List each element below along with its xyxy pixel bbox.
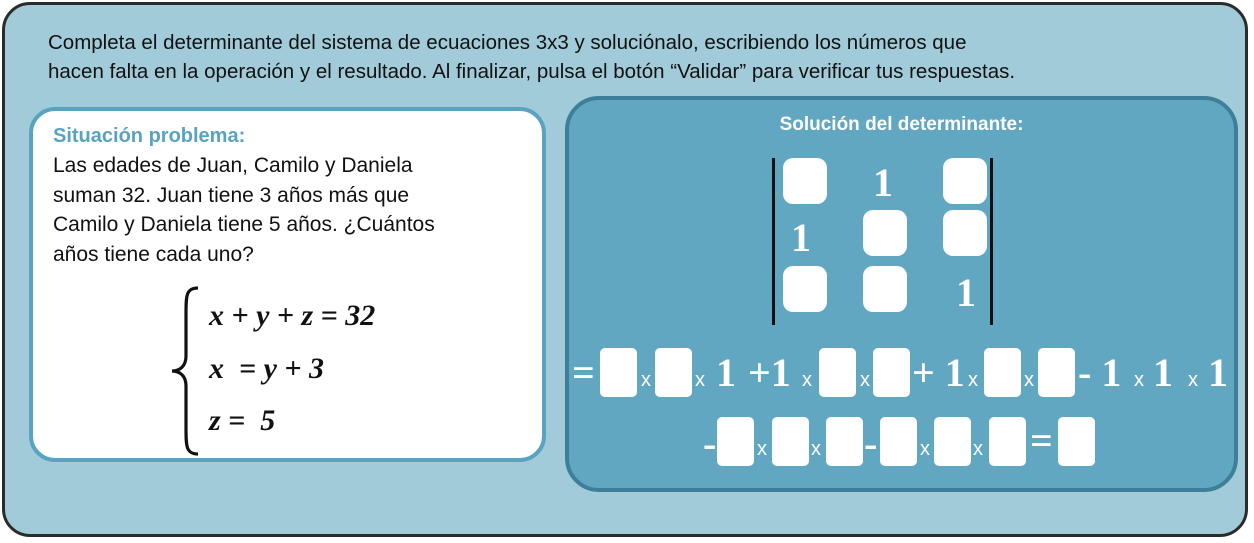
op1-constant: 1 — [1208, 350, 1228, 395]
result-input[interactable] — [1058, 417, 1095, 466]
op-equals: = — [572, 350, 595, 395]
determinant-right-bar — [990, 158, 993, 325]
op2-input-5[interactable] — [934, 417, 971, 466]
op1-input-5[interactable] — [984, 348, 1021, 397]
times-sign: x — [973, 438, 983, 460]
matrix-input-r2c2[interactable] — [863, 210, 907, 256]
matrix-input-r3c2[interactable] — [863, 266, 907, 312]
op1-constant: 1 — [1153, 350, 1173, 395]
matrix-value-r2c1: 1 — [791, 215, 811, 260]
times-sign: x — [641, 369, 651, 391]
op2-input-2[interactable] — [772, 417, 809, 466]
instructions-line-2: hacen falta en la operación y el resultado. Al finalizar, pulsa el botón “Validar” para verificar tus respuestas. — [48, 60, 1016, 83]
problem-card — [29, 107, 546, 462]
instructions — [48, 28, 1198, 86]
matrix-value-r3c3: 1 — [956, 270, 976, 315]
op2-minus: - — [864, 421, 878, 466]
matrix-input-r1c3[interactable] — [943, 158, 987, 204]
op2-input-4[interactable] — [880, 417, 917, 466]
times-sign: x — [802, 369, 812, 391]
times-sign: x — [920, 438, 930, 460]
op1-minus-one: - 1 — [1078, 350, 1122, 395]
problem-title: Situación problema: — [53, 125, 246, 147]
matrix-input-r3c1[interactable] — [783, 266, 827, 312]
op1-input-1[interactable] — [600, 348, 637, 397]
matrix-input-r1c1[interactable] — [783, 158, 827, 204]
times-sign: x — [757, 438, 767, 460]
times-sign: x — [695, 369, 705, 391]
equation-2: x = y + 3 — [209, 352, 325, 385]
times-sign: x — [860, 369, 870, 391]
times-sign: x — [1024, 369, 1034, 391]
op2-equals: = — [1030, 418, 1053, 463]
op1-input-6[interactable] — [1038, 348, 1075, 397]
op1-plus-one-b: + 1 — [912, 350, 965, 395]
system-brace-icon — [168, 286, 208, 456]
problem-line: suman 32. Juan tiene 3 años más que — [53, 183, 410, 207]
instructions-line-1: Completa el determinante del sistema de ecuaciones 3x3 y soluciónalo, escribiendo los números que — [48, 31, 967, 54]
op2-input-1[interactable] — [717, 417, 754, 466]
times-sign: x — [811, 438, 821, 460]
determinant-left-bar — [772, 158, 775, 325]
op1-constant: 1 — [716, 350, 736, 395]
op1-plus-one: +1 — [748, 350, 791, 395]
op2-minus: - — [703, 421, 717, 466]
solution-title: Solución del determinante: — [779, 114, 1024, 135]
op1-input-3[interactable] — [819, 348, 856, 397]
equation-3: z = 5 — [209, 404, 276, 437]
problem-line: Camilo y Daniela tiene 5 años. ¿Cuántos — [53, 213, 435, 236]
op1-input-2[interactable] — [655, 348, 692, 397]
op1-input-4[interactable] — [873, 348, 910, 397]
equation-1: x + y + z = 32 — [209, 299, 376, 332]
op2-input-3[interactable] — [826, 417, 863, 466]
op2-input-6[interactable] — [989, 417, 1026, 466]
times-sign: x — [1134, 369, 1144, 391]
problem-line: Las edades de Juan, Camilo y Daniela — [53, 154, 413, 177]
matrix-value-r1c2: 1 — [873, 160, 893, 205]
matrix-input-r2c3[interactable] — [943, 210, 987, 256]
problem-line: años tiene cada uno? — [53, 242, 254, 266]
problem-text — [53, 151, 493, 269]
times-sign: x — [968, 369, 978, 391]
times-sign: x — [1188, 369, 1198, 391]
